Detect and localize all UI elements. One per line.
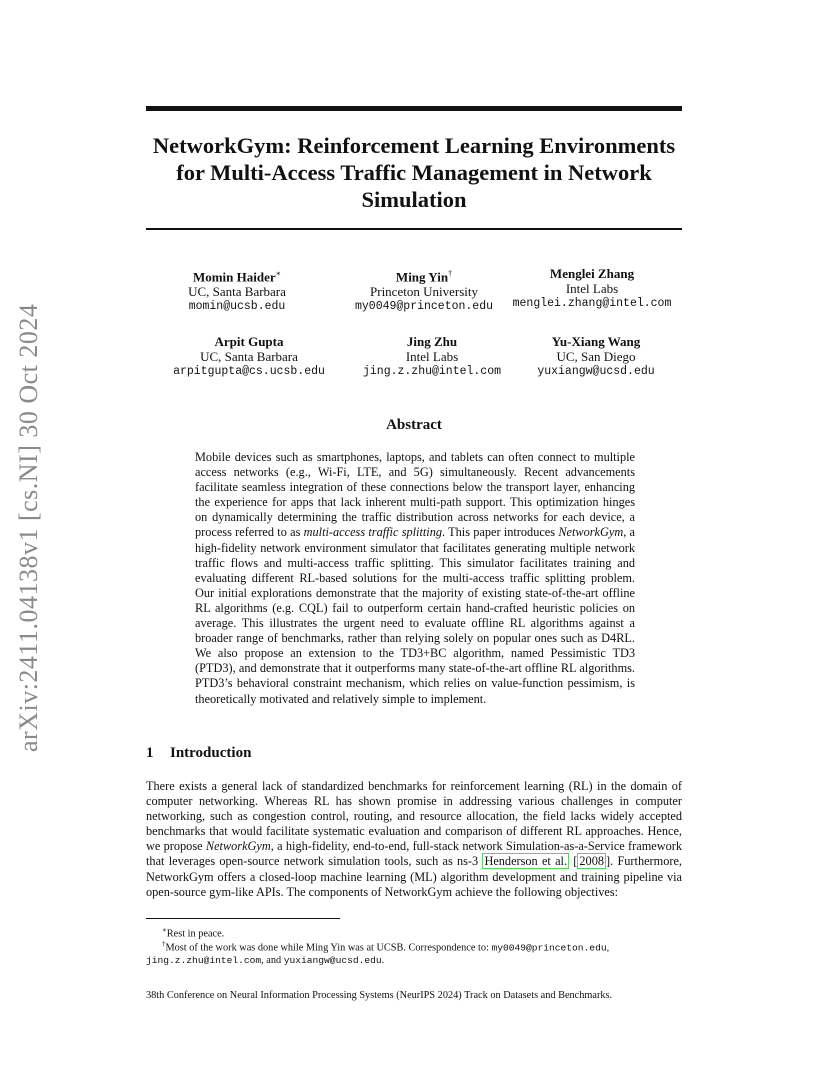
author-name: Yu-Xiang Wang (551, 334, 641, 349)
author-affiliation: UC, Santa Barbara (188, 284, 286, 300)
author-affiliation: Princeton University (370, 284, 478, 300)
footnote-email-link[interactable]: yuxiangw@ucsd.edu (283, 955, 382, 967)
author-email: my0049@princeton.edu (354, 300, 494, 314)
footnote-1: ∗Rest in peace. (162, 926, 225, 940)
author-name: Menglei Zhang (549, 266, 635, 281)
footnote-rule (146, 918, 340, 919)
footnote-email-link[interactable]: my0049@princeton.edu (491, 942, 607, 954)
author-name: Momin Haider (192, 269, 276, 285)
author-affiliation: UC, Santa Barbara (200, 349, 298, 364)
author-email: menglei.zhang@intel.com (512, 297, 672, 310)
author-mark: ∗ (275, 269, 282, 278)
section-heading-introduction (146, 745, 251, 762)
author-affiliation: Intel Labs (565, 281, 619, 296)
citation-year-link[interactable]: 2008 (579, 854, 604, 869)
section-title: Introduction (170, 745, 252, 761)
author-block (149, 334, 349, 379)
author-block (496, 334, 696, 379)
arxiv-identifier: arXiv:2411.04138v1 [cs.NI] 30 Oct 2024 (14, 303, 43, 753)
author-email: momin@ucsb.edu (188, 300, 286, 314)
author-email: yuxiangw@ucsd.edu (537, 365, 655, 378)
footnote-email-link[interactable]: jing.z.zhu@intel.com (146, 955, 262, 967)
citation-link[interactable]: Henderson et al. (484, 854, 568, 869)
abstract-text: Mobile devices such as smartphones, laptops, and tablets can often connect to multiple access networks (e.g., Wi-Fi, LTE, and 5G) simultaneously. Recent advancements facilitate seamless integration of these connections below the transport layer, enhancing the experience for apps that lack inherent multi-path support. This optimization hinges on dynamically determining the traffic distribution across networks for each device, a process referred to as multi-access traffic splitting. This paper introduces NetworkGym, a high-fidelity network environment simulator that facilitates generating multiple network traffic flows and multi-access traffic splitting. This simulator facilitates training and evaluating different RL-based solutions for the multi-access traffic splitting problem. Our initial explorations demonstrate that the majority of existing state-of-the-art offline RL algorithms (e.g. CQL) fail to outperform certain hand-crafted heuristic policies on average. This illustrates the urgent need to evaluate offline RL algorithms against a broader range of benchmarks, rather than relying solely on popular ones such as D4RL. We also propose an extension to the TD3+BC algorithm, named Pessimistic TD3 (PTD3), and demonstrate that it outperforms many state-of-the-art offline RL algorithms. PTD3’s behavioral constraint mechanism, which relies on value-function pessimism, is theoretically motivated and relatively simple to implement. (195, 450, 635, 706)
author-affiliation: UC, San Diego (556, 349, 636, 364)
author-mark: † (448, 269, 453, 278)
author-name: Arpit Gupta (214, 334, 284, 349)
author-affiliation: Intel Labs (405, 349, 459, 364)
section-number: 1 (146, 745, 154, 761)
author-block (137, 266, 337, 314)
title-rule-top (146, 106, 682, 111)
footnote-2: †Most of the work was done while Ming Yin was at UCSB. Correspondence to: my0049@princeton.edu, jing.z.zhu@intel.com, and yuxiangw@ucsd.edu. (146, 940, 610, 967)
author-block (492, 266, 692, 311)
paper-title: NetworkGym: Reinforcement Learning Environments for Multi-Access Traffic Management in Network Simulation (152, 133, 676, 212)
author-name: Ming Yin (395, 269, 449, 285)
introduction-text: There exists a general lack of standardized benchmarks for reinforcement learning (RL) in the domain of computer networking. Whereas RL has shown promise in addressing various challenges in computer networking, such as congestion control, routing, and resource allocation, the field lacks widely accepted benchmarks that would facilitate systematic evaluation and comparison of different RL approaches. Hence, we propose NetworkGym, a high-fidelity, end-to-end, full-stack network Simulation-as-a-Service framework that leverages open-source network simulation tools, such as ns-3 Henderson et al. [ 2008 ]. Furthermore, NetworkGym offers a closed-loop machine learning (ML) algorithm development and training pipeline via open-source gym-like APIs. The components of NetworkGym achieve the following objectives: (146, 779, 682, 899)
author-name: Jing Zhu (406, 334, 458, 349)
author-email: arpitgupta@cs.ucsb.edu (173, 365, 325, 378)
conference-note: 38th Conference on Neural Information Processing Systems (NeurIPS 2024) Track on Datasets and Benchmarks. (146, 990, 613, 1001)
author-email: jing.z.zhu@intel.com (362, 365, 502, 378)
title-rule-bottom (146, 228, 682, 230)
abstract-heading: Abstract (386, 417, 442, 433)
